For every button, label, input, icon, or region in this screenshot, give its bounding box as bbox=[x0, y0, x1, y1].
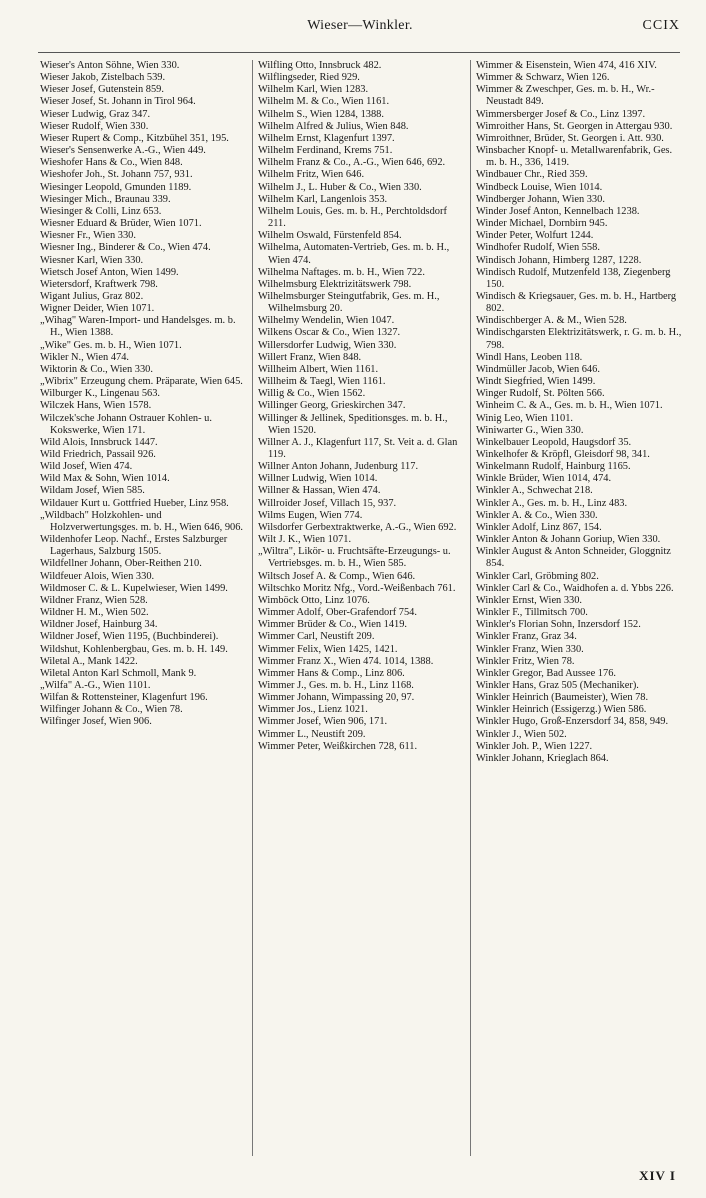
directory-entry: Wieshofer Joh., St. Johann 757, 931. bbox=[40, 169, 193, 181]
signature-mark: XIV I bbox=[639, 1168, 676, 1183]
directory-entry: Wilhelm Karl, Langenlois 353. bbox=[258, 193, 388, 205]
directory-entry: Wimmer L., Neustift 209. bbox=[258, 728, 366, 740]
directory-entry: Wieser Josef, St. Johann in Tirol 964. bbox=[40, 96, 196, 108]
directory-entry: Wiesner Karl, Wien 330. bbox=[40, 254, 144, 266]
directory-entry: Willheim & Taegl, Wien 1161. bbox=[258, 376, 386, 388]
directory-entry: Willner Ludwig, Wien 1014. bbox=[258, 473, 378, 485]
directory-entry: Wimmer Felix, Wien 1425, 1421. bbox=[258, 643, 398, 655]
directory-entry: Winkelmann Rudolf, Hainburg 1165. bbox=[476, 461, 631, 473]
directory-entry: Wild Max & Sohn, Wien 1014. bbox=[40, 473, 170, 485]
directory-entry: Wimmer & Zweschper, Ges. m. b. H., Wr.-Neustadt 849. bbox=[476, 84, 655, 108]
directory-entry: Winkler Carl & Co., Waidhofen a. d. Ybbs 226. bbox=[476, 582, 674, 594]
directory-entry: Willheim Albert, Wien 1161. bbox=[258, 363, 379, 375]
directory-entry: Wildfeuer Alois, Wien 330. bbox=[40, 570, 155, 582]
directory-entry: Winkle Brüder, Wien 1014, 474. bbox=[476, 473, 612, 485]
directory-entry: „Wildbach" Holzkohlen- und Holzverwertungsges. m. b. H., Wien 646, 906. bbox=[40, 509, 244, 533]
directory-entry: Winsbacher Knopf- u. Metallwarenfabrik, Ges. m. b. H., 336, 1419. bbox=[476, 145, 673, 169]
directory-entry: Winkler A., Ges. m. b. H., Linz 483. bbox=[476, 497, 628, 509]
directory-entry: Wilt J. K., Wien 1071. bbox=[258, 534, 352, 546]
page-number: CCIX bbox=[642, 18, 680, 33]
directory-entry: Wietsch Josef Anton, Wien 1499. bbox=[40, 266, 179, 278]
directory-entry: Windisch Rudolf, Mutzenfeld 138, Ziegenberg 150. bbox=[476, 266, 671, 290]
directory-entry: Wilburger K., Lingenau 563. bbox=[40, 388, 161, 400]
directory-entry: Winkler Carl, Gröbming 802. bbox=[476, 570, 599, 582]
directory-entry: Wild Alois, Innsbruck 1447. bbox=[40, 436, 158, 448]
directory-entry: Wieser's Anton Söhne, Wien 330. bbox=[40, 60, 180, 71]
directory-entry: „Wike" Ges. m. b. H., Wien 1071. bbox=[40, 339, 182, 351]
directory-entry: „Wihag" Waren-Import- und Handelsges. m. b. H., Wien 1388. bbox=[40, 315, 236, 339]
directory-entry: Winkler Johann, Krieglach 864. bbox=[476, 752, 609, 764]
directory-entry: Winkler Joh. P., Wien 1227. bbox=[476, 740, 593, 752]
directory-entry: Wikler N., Wien 474. bbox=[40, 351, 130, 363]
directory-entry: Wilhelm Karl, Wien 1283. bbox=[258, 84, 369, 96]
directory-columns bbox=[40, 60, 682, 1158]
directory-entry: Wimroithner, Brüder, St. Georgen i. Att. 930. bbox=[476, 132, 664, 144]
directory-entry: Winkler's Florian Sohn, Inzersdorf 152. bbox=[476, 619, 641, 631]
directory-entry: Winkelhofer & Kröpfl, Gleisdorf 98, 341. bbox=[476, 449, 650, 460]
directory-entry: Winkler Heinrich (Essigerzg.) Wien 586. bbox=[476, 704, 647, 716]
directory-entry: Wilfinger Johann & Co., Wien 78. bbox=[40, 704, 183, 716]
directory-entry: Winkler Franz, Wien 330. bbox=[476, 643, 584, 655]
directory-entry: Winiwarter G., Wien 330. bbox=[476, 424, 584, 436]
directory-entry: Winkler August & Anton Schneider, Gloggnitz 854. bbox=[476, 546, 671, 570]
directory-entry: Winkler A. & Co., Wien 330. bbox=[476, 509, 598, 521]
directory-entry: Wilms Eugen, Wien 774. bbox=[258, 509, 363, 521]
directory-entry: Windischgarsten Elektrizitätswerk, r. G. m. b. H., 798. bbox=[476, 327, 682, 351]
column-3 bbox=[476, 60, 682, 765]
directory-entry: Willinger Georg, Grieskirchen 347. bbox=[258, 400, 406, 412]
directory-entry: Winkler Hugo, Groß-Enzersdorf 34, 858, 949. bbox=[476, 716, 669, 728]
directory-entry: Winder Peter, Wolfurt 1244. bbox=[476, 230, 594, 242]
directory-entry: Winkler Fritz, Wien 78. bbox=[476, 655, 575, 667]
directory-entry: Wiesner Ing., Binderer & Co., Wien 474. bbox=[40, 242, 211, 254]
directory-entry: Wimmer & Schwarz, Wien 126. bbox=[476, 72, 610, 84]
directory-entry: Wimmer & Eisenstein, Wien 474, 416 XIV. bbox=[476, 60, 657, 71]
directory-entry: Windbauer Chr., Ried 359. bbox=[476, 169, 588, 181]
directory-entry: Windhofer Rudolf, Wien 558. bbox=[476, 242, 600, 254]
directory-entry: Winkler F., Tillmitsch 700. bbox=[476, 607, 588, 619]
directory-entry: Wilhelma, Automaten-Vertrieb, Ges. m. b. H., Wien 474. bbox=[258, 242, 450, 266]
directory-entry: Winger Rudolf, St. Pölten 566. bbox=[476, 388, 605, 400]
directory-entry: Wildauer Kurt u. Gottfried Hueber, Linz 958. bbox=[40, 497, 229, 509]
directory-entry: Winkler Franz, Graz 34. bbox=[476, 631, 577, 643]
directory-entry: Wilhelm M. & Co., Wien 1161. bbox=[258, 96, 390, 108]
directory-entry: Windl Hans, Leoben 118. bbox=[476, 351, 583, 363]
directory-entry: Winkler Ernst, Wien 330. bbox=[476, 594, 583, 606]
directory-entry: Wilhelm J., L. Huber & Co., Wien 330. bbox=[258, 181, 422, 193]
directory-entry: Windberger Johann, Wien 330. bbox=[476, 193, 605, 205]
directory-entry: Wilhelma Naftages. m. b. H., Wien 722. bbox=[258, 266, 425, 278]
directory-entry: Wimmer Jos., Lienz 1021. bbox=[258, 704, 368, 716]
directory-entry: Wieser Josef, Gutenstein 859. bbox=[40, 84, 164, 96]
directory-entry: „Wibrix" Erzeugung chem. Präparate, Wien 645. bbox=[40, 376, 243, 388]
directory-entry: Wigner Deider, Wien 1071. bbox=[40, 303, 155, 315]
directory-entry: Wilhelm Franz & Co., A.-G., Wien 646, 692. bbox=[258, 157, 446, 169]
directory-entry: Wildner H. M., Wien 502. bbox=[40, 607, 149, 619]
directory-entry: Wimmer Josef, Wien 906, 171. bbox=[258, 716, 388, 728]
directory-entry: Wiletal Anton Karl Schmoll, Mank 9. bbox=[40, 667, 197, 679]
directory-entry: Willroider Josef, Villach 15, 937. bbox=[258, 497, 397, 509]
directory-entry: Windmüller Jacob, Wien 646. bbox=[476, 363, 600, 375]
directory-entry: Wieshofer Hans & Co., Wien 848. bbox=[40, 157, 183, 169]
directory-entry: Wimmer Peter, Weißkirchen 728, 611. bbox=[258, 740, 418, 752]
directory-entry: Wiesinger & Colli, Linz 653. bbox=[40, 205, 162, 217]
directory-entry: Wimböck Otto, Linz 1076. bbox=[258, 594, 370, 606]
column-1 bbox=[40, 60, 246, 729]
directory-entry: Wimmer Hans & Comp., Linz 806. bbox=[258, 667, 405, 679]
directory-entry: Wimmer J., Ges. m. b. H., Linz 1168. bbox=[258, 679, 414, 691]
directory-entry: Wieser Ludwig, Graz 347. bbox=[40, 108, 151, 120]
directory-entry: Wild Josef, Wien 474. bbox=[40, 461, 133, 473]
directory-entry: Wilsdorfer Gerbextraktwerke, A.-G., Wien 692. bbox=[258, 521, 457, 533]
directory-entry: „Wilfa" A.-G., Wien 1101. bbox=[40, 679, 151, 691]
directory-entry: Wilfling Otto, Innsbruck 482. bbox=[258, 60, 382, 71]
directory-entry: Willinger & Jellinek, Speditionsges. m. b. H., Wien 1520. bbox=[258, 412, 448, 436]
directory-entry: Willner A. J., Klagenfurt 117, St. Veit a. d. Glan 119. bbox=[258, 436, 458, 460]
page-header bbox=[40, 18, 680, 42]
directory-entry: Wilfan & Rottensteiner, Klagenfurt 196. bbox=[40, 692, 208, 704]
directory-entry: Wild Friedrich, Passail 926. bbox=[40, 449, 156, 460]
directory-entry: Winkler Gregor, Bad Aussee 176. bbox=[476, 667, 616, 679]
directory-entry: Winkler Anton & Johann Goriup, Wien 330. bbox=[476, 534, 661, 546]
directory-entry: Wieser Jakob, Zistelbach 539. bbox=[40, 72, 166, 84]
directory-entry: Winder Michael, Dornbirn 945. bbox=[476, 218, 608, 230]
directory-entry: Windisch Johann, Himberg 1287, 1228. bbox=[476, 254, 642, 266]
directory-entry: Windischberger A. & M., Wien 528. bbox=[476, 315, 627, 327]
directory-entry: Wilhelmy Wendelin, Wien 1047. bbox=[258, 315, 395, 327]
column-2 bbox=[258, 60, 464, 753]
directory-entry: Willner Anton Johann, Judenburg 117. bbox=[258, 461, 419, 473]
directory-entry: Wilfinger Josef, Wien 906. bbox=[40, 716, 152, 728]
directory-entry: Wimmer Carl, Neustift 209. bbox=[258, 631, 375, 643]
directory-entry: Wiltschko Moritz Nfg., Vord.-Weißenbach 761. bbox=[258, 582, 456, 594]
directory-entry: Willert Franz, Wien 848. bbox=[258, 351, 362, 363]
directory-entry: Wilhelm Oswald, Fürstenfeld 854. bbox=[258, 230, 402, 242]
directory-entry: Wieser's Sensenwerke A.-G., Wien 449. bbox=[40, 145, 206, 157]
directory-entry: Wimmer Johann, Wimpassing 20, 97. bbox=[258, 692, 415, 704]
directory-entry: Wilhelm Ernst, Klagenfurt 1397. bbox=[258, 132, 395, 144]
directory-entry: Wimmer Franz X., Wien 474. 1014, 1388. bbox=[258, 655, 434, 667]
directory-entry: Wilczek Hans, Wien 1578. bbox=[40, 400, 152, 412]
directory-entry: Wilhelm S., Wien 1284, 1388. bbox=[258, 108, 384, 120]
header-rule bbox=[38, 52, 680, 53]
directory-entry: Wildmoser C. & L. Kupelwieser, Wien 1499. bbox=[40, 582, 228, 594]
directory-entry: Wimmersberger Josef & Co., Linz 1397. bbox=[476, 108, 646, 120]
directory-entry: Wilhelm Alfred & Julius, Wien 848. bbox=[258, 120, 409, 132]
directory-entry: Winig Leo, Wien 1101. bbox=[476, 412, 573, 424]
directory-entry: Winkler Heinrich (Baumeister), Wien 78. bbox=[476, 692, 649, 704]
directory-entry: Wiesner Eduard & Brüder, Wien 1071. bbox=[40, 218, 202, 230]
directory-entry: Wilhelm Louis, Ges. m. b. H., Perchtoldsdorf 211. bbox=[258, 205, 447, 230]
directory-entry: Wilczek'sche Johann Ostrauer Kohlen- u. Kokswerke, Wien 171. bbox=[40, 412, 212, 436]
directory-entry: Wiletal A., Mank 1422. bbox=[40, 655, 138, 667]
directory-entry: Wildner Josef, Wien 1195, (Buchbinderei). bbox=[40, 631, 219, 643]
directory-entry: Wildner Josef, Hainburg 34. bbox=[40, 619, 158, 631]
directory-entry: Wildshut, Kohlenbergbau, Ges. m. b. H. 149. bbox=[40, 643, 228, 655]
directory-entry: Windt Siegfried, Wien 1499. bbox=[476, 376, 596, 388]
directory-entry: Wilhelmsburg Elektrizitätswerk 798. bbox=[258, 278, 412, 290]
directory-entry: Winkler Adolf, Linz 867, 154. bbox=[476, 521, 602, 533]
directory-entry: Wiesner Fr., Wien 330. bbox=[40, 230, 136, 242]
directory-entry: Winkler A., Schwechat 218. bbox=[476, 485, 593, 497]
directory-entry: Winkelbauer Leopold, Haugsdorf 35. bbox=[476, 436, 632, 448]
directory-entry: Windisch & Kriegsauer, Ges. m. b. H., Hartberg 802. bbox=[476, 290, 677, 315]
directory-entry: Windbeck Louise, Wien 1014. bbox=[476, 181, 603, 193]
directory-entry: Wilflingseder, Ried 929. bbox=[258, 72, 360, 84]
directory-entry: Wildfellner Johann, Ober-Reithen 210. bbox=[40, 558, 202, 570]
directory-entry: Wietersdorf, Kraftwerk 798. bbox=[40, 278, 158, 290]
directory-entry: Wiesinger Mich., Braunau 339. bbox=[40, 193, 171, 205]
directory-entry: Wigant Julius, Graz 802. bbox=[40, 290, 144, 302]
directory-entry: Wilhelm Ferdinand, Krems 751. bbox=[258, 145, 393, 157]
directory-entry: Willner & Hassan, Wien 474. bbox=[258, 485, 381, 497]
directory-entry: Wiktorin & Co., Wien 330. bbox=[40, 363, 153, 375]
directory-entry: Winkler Hans, Graz 505 (Mechaniker). bbox=[476, 679, 639, 691]
directory-entry: Wilhelm Fritz, Wien 646. bbox=[258, 169, 365, 181]
directory-entry: Wilhelmsburger Steingutfabrik, Ges. m. H., Wilhelmsburg 20. bbox=[258, 290, 440, 315]
directory-entry: Wildner Franz, Wien 528. bbox=[40, 594, 148, 606]
directory-entry: Wieser Rupert & Comp., Kitzbühel 351, 195. bbox=[40, 132, 229, 144]
directory-entry: Wiltsch Josef A. & Comp., Wien 646. bbox=[258, 570, 416, 582]
directory-entry: Willersdorfer Ludwig, Wien 330. bbox=[258, 339, 397, 351]
directory-entry: Wieser Rudolf, Wien 330. bbox=[40, 120, 149, 132]
directory-entry: Winder Josef Anton, Kennelbach 1238. bbox=[476, 205, 640, 217]
directory-entry: Wimroither Hans, St. Georgen in Attergau 930. bbox=[476, 120, 673, 132]
directory-entry: Wimmer Brüder & Co., Wien 1419. bbox=[258, 619, 408, 631]
directory-entry: Wildam Josef, Wien 585. bbox=[40, 485, 145, 497]
directory-entry: Wimmer Adolf, Ober-Grafendorf 754. bbox=[258, 607, 417, 619]
directory-entry: Winkler J., Wien 502. bbox=[476, 728, 567, 740]
directory-entry: „Wiltra", Likör- u. Fruchtsäfte-Erzeugungs- u. Vertriebsges. m. b. H., Wien 585. bbox=[258, 546, 451, 570]
directory-entry: Willig & Co., Wien 1562. bbox=[258, 388, 366, 400]
directory-entry: Wilkens Oscar & Co., Wien 1327. bbox=[258, 327, 401, 339]
running-title: Wieser—Winkler. bbox=[307, 18, 413, 33]
directory-entry: Wiesinger Leopold, Gmunden 1189. bbox=[40, 181, 192, 193]
directory-entry: Winheim C. & A., Ges. m. b. H., Wien 1071. bbox=[476, 400, 663, 412]
directory-entry: Wildenhofer Leop. Nachf., Erstes Salzburger Lagerhaus, Salzburg 1505. bbox=[40, 534, 228, 558]
